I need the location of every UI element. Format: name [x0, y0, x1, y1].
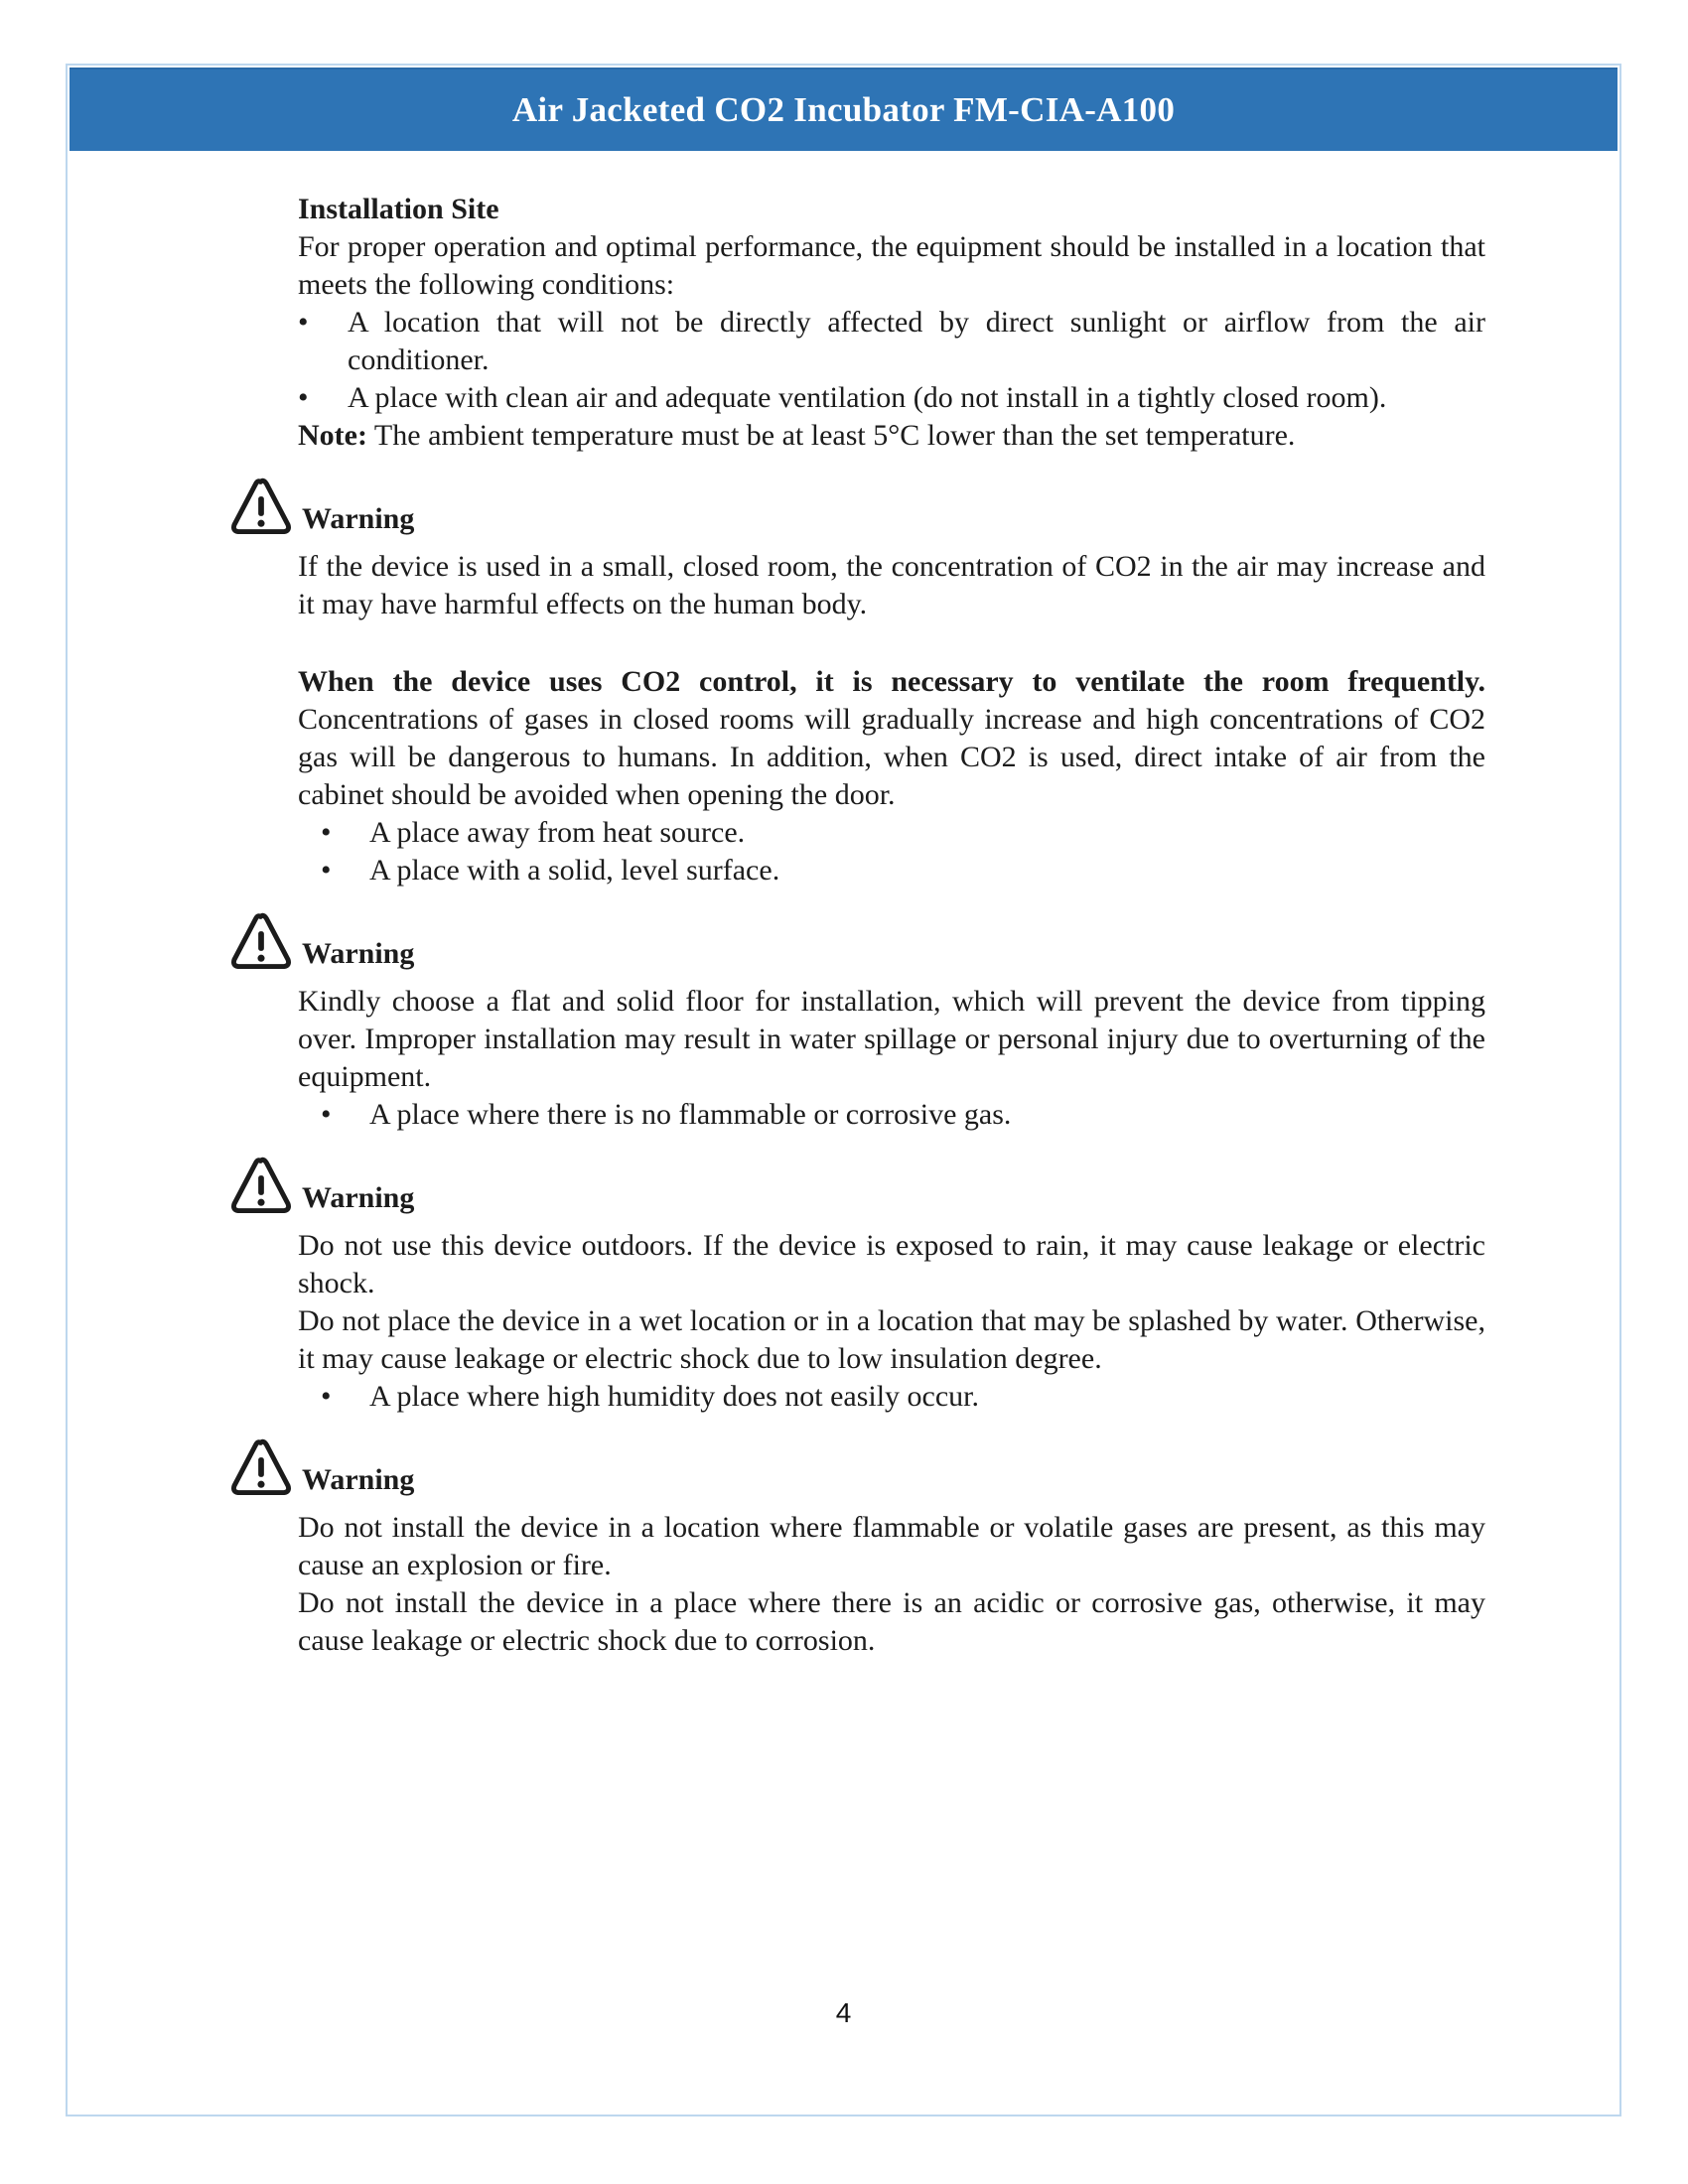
bullet-marker: •	[321, 816, 332, 849]
page-border	[66, 64, 1621, 2116]
ventilation-bold-lead: When the device uses CO2 control, it is necessary to ventilate the room frequently.	[298, 665, 1485, 698]
warning-1-paragraph: If the device is used in a small, closed room, the concentration of CO2 in the air may increase and it may have harmful effects on the human body.	[298, 550, 1485, 620]
document-header-bar	[70, 68, 1618, 151]
warning-triangle-icon	[230, 1156, 292, 1215]
warning-4-paragraph: Do not install the device in a place where there is an acidic or corrosive gas, otherwise, it may cause leakage or electric shock due to corrosion.	[298, 1586, 1485, 1657]
bullet-marker: •	[298, 381, 309, 414]
bullet-text: A place with a solid, level surface.	[369, 854, 780, 887]
bullet-text: A place with clean air and adequate ventilation (do not install in a tightly closed room).	[348, 381, 1387, 414]
bullet-text: A location that will not be directly affected by direct sunlight or airflow from the air conditioner.	[348, 306, 1485, 376]
page-number: 4	[835, 1997, 852, 2028]
warning-3-paragraph: Do not place the device in a wet location or in a location that may be splashed by water. Otherwise, it may cause leakage or electric shock due to low insulation degree.	[298, 1304, 1485, 1375]
bullet-marker: •	[298, 306, 309, 339]
bullet-text: A place where there is no flammable or corrosive gas.	[369, 1098, 1012, 1131]
bullet-marker: •	[321, 1380, 332, 1413]
bullet-marker: •	[321, 854, 332, 887]
warning-block-3-header	[230, 1156, 1485, 1215]
list-item	[298, 379, 1485, 417]
note-text: The ambient temperature must be at least 5°C lower than the set temperature.	[366, 419, 1296, 452]
bullet-marker: •	[321, 1098, 332, 1131]
warning-4-paragraph: Do not install the device in a location where flammable or volatile gases are present, as this may cause an explosion or fire.	[298, 1511, 1485, 1581]
warning-block-1-header	[230, 477, 1485, 536]
warning-triangle-icon	[230, 477, 292, 536]
warning-label: Warning	[302, 1181, 415, 1214]
bullet-text: A place where high humidity does not easily occur.	[369, 1380, 980, 1413]
list-item	[321, 1378, 1485, 1416]
warning-triangle-icon	[230, 911, 292, 971]
document-body	[68, 151, 1619, 1660]
list-item	[321, 1096, 1485, 1134]
warning-block-2-header	[230, 911, 1485, 971]
warning-label: Warning	[302, 502, 415, 535]
list-item	[321, 814, 1485, 852]
warning-triangle-icon	[230, 1437, 292, 1497]
warning-label: Warning	[302, 1463, 415, 1496]
ventilation-rest: Concentrations of gases in closed rooms will gradually increase and high concentrations of CO2 gas will be dangerous to humans. In addition, when CO2 is used, direct intake of air from the cabinet should be avoided when opening the door.	[298, 703, 1485, 811]
page-title: Air Jacketed CO2 Incubator FM-CIA-A100	[511, 90, 1176, 129]
warning-3-paragraph: Do not use this device outdoors. If the device is exposed to rain, it may cause leakage or electric shock.	[298, 1229, 1485, 1299]
section-heading-installation-site: Installation Site	[298, 193, 499, 225]
list-item	[321, 852, 1485, 889]
bullet-text: A place away from heat source.	[369, 816, 746, 849]
note-paragraph	[298, 417, 1485, 455]
warning-2-paragraph: Kindly choose a flat and solid floor for installation, which will prevent the device from tipping over. Improper installation may result in water spillage or personal injury due to overturning of the equipment.	[298, 985, 1485, 1093]
note-label: Note:	[298, 419, 367, 452]
warning-label: Warning	[302, 937, 415, 970]
list-item	[298, 304, 1485, 379]
intro-paragraph: For proper operation and optimal performance, the equipment should be installed in a location that meets the following conditions:	[298, 230, 1485, 301]
warning-block-4-header	[230, 1437, 1485, 1497]
ventilation-paragraph	[298, 663, 1485, 814]
